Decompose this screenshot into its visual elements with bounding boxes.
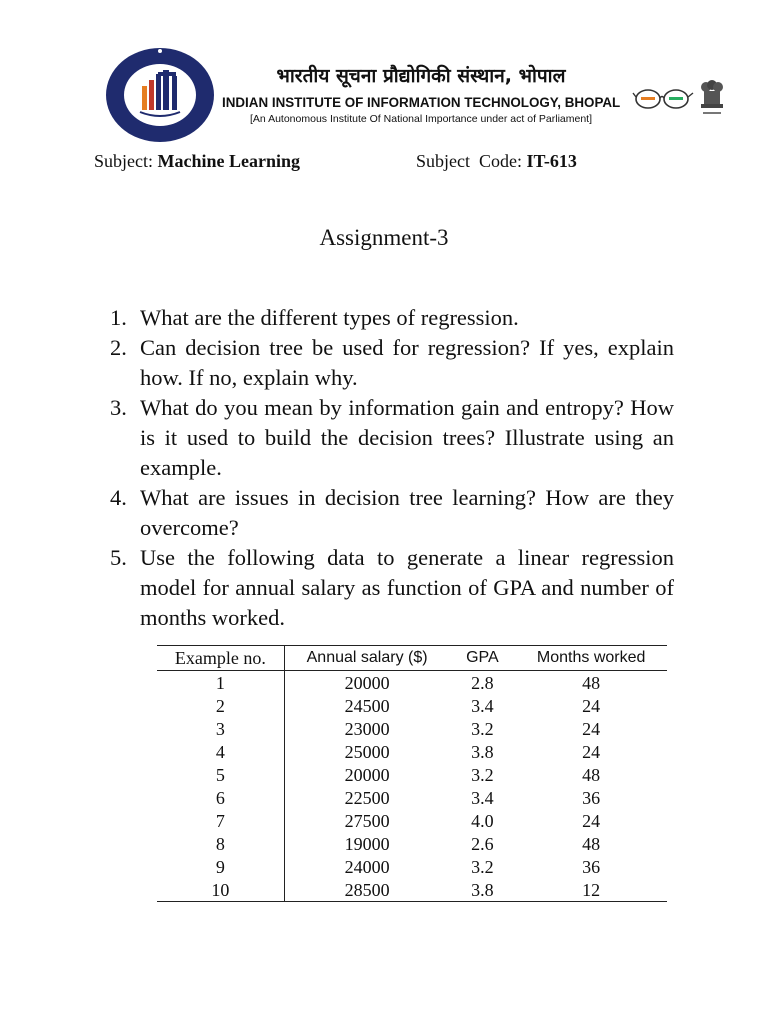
table-row (157, 694, 667, 717)
cell-example-no: 5 (157, 763, 284, 786)
cell-months-worked: 24 (582, 741, 601, 762)
table-row (157, 671, 667, 695)
institute-name: INDIAN INSTITUTE OF INFORMATION TECHNOLOGY, BHOPAL (222, 95, 621, 110)
cell-annual-salary: 24000 (344, 856, 390, 877)
table-row (157, 809, 667, 832)
cell-annual-salary: 28500 (284, 878, 449, 902)
cell-gpa: 3.4 (471, 695, 494, 716)
cell-gpa: 2.8 (471, 672, 494, 693)
subject-name-line (94, 151, 300, 172)
cell-annual-salary: 22500 (344, 787, 390, 808)
cell-annual-salary: 19000 (344, 833, 390, 854)
question-text: What are the different types of regression. (140, 305, 519, 330)
cell-example-no: 1 (157, 671, 284, 695)
cell-annual-salary: 24500 (344, 695, 390, 716)
salary-data-table (157, 645, 667, 902)
cell-gpa: 2.6 (471, 833, 494, 854)
cell-months-worked: 36 (582, 856, 601, 877)
cell-example-no: 4 (157, 740, 284, 763)
cell-gpa: 3.8 (449, 878, 515, 902)
question-number: 4. (110, 485, 127, 510)
cell-months-worked: 24 (582, 695, 601, 716)
question-item (110, 543, 674, 633)
header-gpa: GPA (449, 646, 515, 671)
table-row (157, 740, 667, 763)
cell-example-no: 7 (157, 809, 284, 832)
swachh-bharat-glasses-icon (632, 84, 694, 112)
subject-label: Subject: (94, 151, 153, 171)
cell-gpa: 3.2 (471, 764, 494, 785)
cell-months-worked: 48 (582, 672, 601, 693)
question-number: 3. (110, 395, 127, 420)
cell-months-worked: 48 (582, 764, 601, 785)
question-item (110, 483, 674, 543)
question-item (110, 393, 674, 483)
question-text: Use the following data to generate a linear regression model for annual salary as function of GPA and number of months worked. (140, 545, 674, 630)
cell-months-worked: 24 (582, 718, 601, 739)
cell-example-no: 3 (157, 717, 284, 740)
table-row (157, 786, 667, 809)
assignment-title: Assignment-3 (319, 225, 449, 250)
table-row (157, 878, 667, 902)
question-list (110, 303, 674, 633)
cell-annual-salary: 27500 (344, 810, 390, 831)
institute-name-hindi: भारतीय सूचना प्रौद्योगिकी संस्थान, भोपाल (276, 65, 566, 87)
cell-example-no: 9 (157, 855, 284, 878)
letterhead (0, 0, 768, 150)
cell-gpa: 3.8 (471, 741, 494, 762)
national-emblem-icon (697, 78, 727, 118)
question-text: Can decision tree be used for regression? If yes, explain how. If no, explain why. (140, 335, 674, 390)
header-example-no: Example no. (157, 646, 284, 671)
cell-example-no: 8 (157, 832, 284, 855)
cell-gpa: 3.2 (471, 856, 494, 877)
cell-gpa: 3.4 (471, 787, 494, 808)
cell-months-worked: 48 (582, 833, 601, 854)
header-months-worked: Months worked (515, 646, 667, 671)
cell-annual-salary: 20000 (344, 672, 390, 693)
table-header-row (157, 646, 667, 671)
question-item (110, 303, 674, 333)
header-annual-salary: Annual salary ($) (284, 646, 449, 671)
table-row (157, 717, 667, 740)
cell-example-no: 6 (157, 786, 284, 809)
question-number: 2. (110, 335, 127, 360)
question-number: 5. (110, 545, 127, 570)
table-row (157, 763, 667, 786)
table-row (157, 832, 667, 855)
question-item (110, 333, 674, 393)
subject-code: IT-613 (526, 151, 577, 171)
cell-annual-salary: 20000 (344, 764, 390, 785)
cell-example-no: 2 (157, 694, 284, 717)
cell-gpa: 4.0 (471, 810, 494, 831)
cell-annual-salary: 23000 (344, 718, 390, 739)
subject-name: Machine Learning (157, 151, 300, 171)
institute-subtitle: [An Autonomous Institute Of National Importance under act of Parliament] (249, 113, 593, 125)
cell-gpa: 3.2 (471, 718, 494, 739)
subject-code-line (416, 151, 577, 172)
institute-logo (104, 46, 216, 144)
cell-annual-salary: 25000 (344, 741, 390, 762)
cell-months-worked: 36 (582, 787, 601, 808)
cell-months-worked: 24 (582, 810, 601, 831)
cell-example-no: 10 (157, 878, 284, 902)
question-text: What do you mean by information gain and entropy? How is it used to build the decision trees? Illustrate using an example. (140, 395, 674, 480)
subject-code-label: Subject Code: (416, 151, 522, 171)
cell-months-worked: 12 (515, 878, 667, 902)
table-row (157, 855, 667, 878)
question-number: 1. (110, 305, 127, 330)
question-text: What are issues in decision tree learning? How are they overcome? (140, 485, 674, 540)
